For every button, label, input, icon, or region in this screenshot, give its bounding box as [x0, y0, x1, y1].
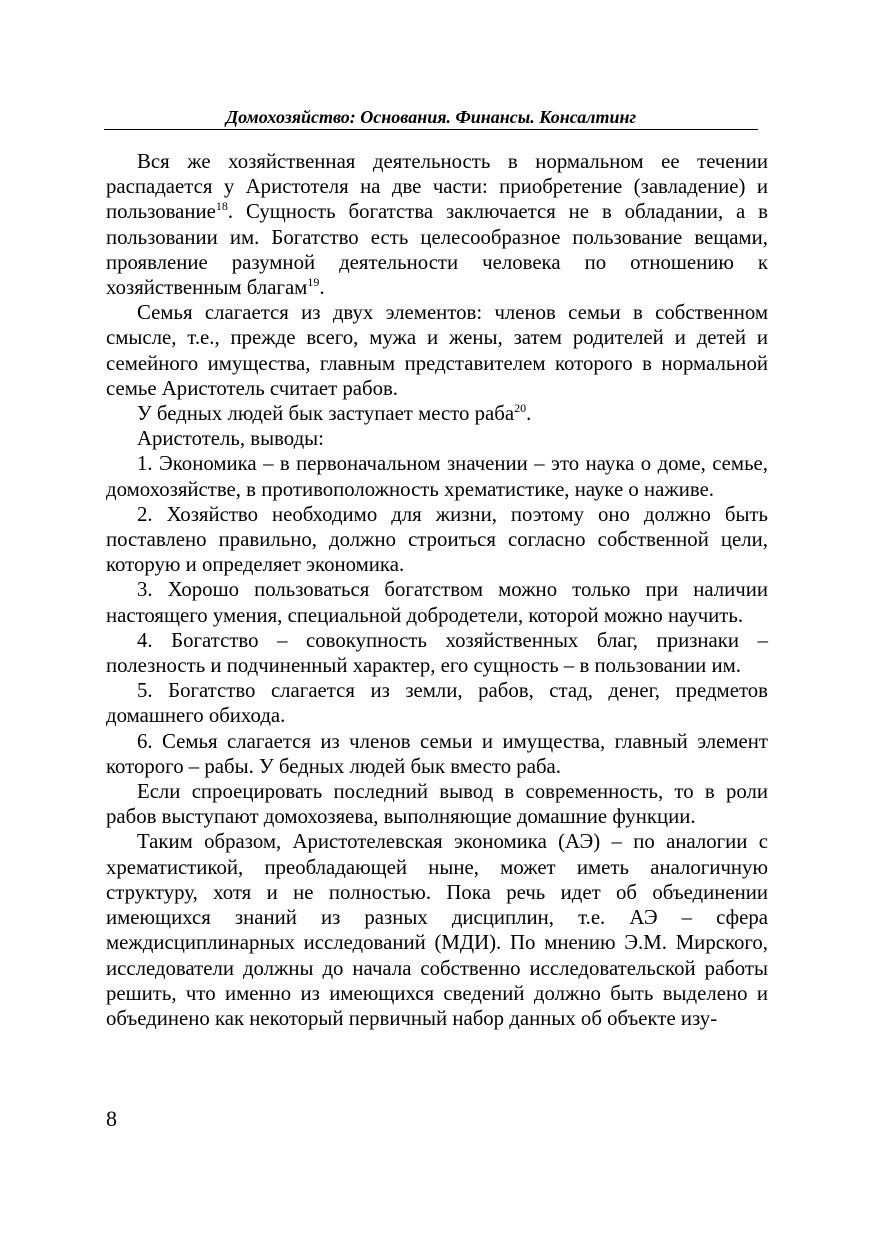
paragraph-1	[106, 149, 768, 300]
list-item-2: 2. Хозяйство необходимо для жизни, поэтому оно должно быть поставлено правильно, должно строиться согласно собственной цели, которую и определяет экономика.	[106, 502, 768, 577]
body-text	[106, 149, 768, 1031]
paragraph-1-text-a: Вся же хозяйственная деятельность в нормальном ее течении распадается у Аристотеля на две части: приобретение (завладение) и пользование	[106, 150, 768, 224]
page-number: 8	[106, 1106, 117, 1131]
paragraph-12: Таким образом, Аристотелевская экономика (АЭ) – по аналогии с хрематистикой, преобладающей ныне, может иметь аналогичную структуру, хотя и не полностью. Пока речь идет об объединении имеющихся знаний из разных дисциплин, т.е. АЭ – сфера междисциплинарных исследований (МДИ). По мнению Э.М. Мирского, исследователи должны до начала собственно исследовательской работы решить, что именно из имеющихся сведений должно быть выделено и объединено как некоторый первичный набор данных об объекте изу-	[106, 830, 768, 1030]
paragraph-4: Аристотель, выводы:	[137, 427, 324, 451]
footnote-ref-18[interactable]: 18	[215, 199, 228, 214]
list-item-1: 1. Экономика – в первоначальном значении – это наука о доме, семье, домохозяйстве, в противоположность хрематистике, науке о наживе.	[106, 452, 768, 501]
list-item-3: 3. Хорошо пользоваться богатством можно только при наличии настоящего умения, специальной добродетели, которой можно научить.	[106, 578, 768, 627]
list-item-5: 5. Богатство слагается из земли, рабов, стад, денег, предметов домашнего обихода.	[106, 679, 768, 728]
paragraph-3	[106, 401, 768, 426]
paragraph-3-text-b: .	[526, 402, 532, 426]
running-header: Домохозяйство: Основания. Финансы. Консалтинг	[225, 107, 637, 127]
paragraph-3-text-a: У бедных людей бык заступает место раба	[137, 402, 515, 426]
footnote-ref-20[interactable]: 20	[514, 401, 527, 416]
paragraph-2: Семья слагается из двух элементов: членов семьи в собственном смысле, т.е., прежде всего, мужа и жены, затем родителей и детей и семейного имущества, главным представителем которого в нормальной семье Аристотель считает рабов.	[106, 301, 768, 400]
paragraph-1-text-b: . Сущность богатства заключается не в обладании, а в пользовании им. Богатство есть целесообразное пользование вещами, проявление разумной деятельности человека по отношению к хозяйственным благам	[106, 200, 768, 300]
paragraph-1-text-c: .	[319, 276, 325, 300]
header-rule	[104, 129, 758, 130]
list-item-4: 4. Богатство – совокупность хозяйственных благ, признаки – полезность и подчиненный характер, его сущность – в пользовании им.	[106, 628, 768, 678]
footnote-ref-19[interactable]: 19	[307, 275, 320, 290]
paragraph-11: Если спроецировать последний вывод в современность, то в роли рабов выступают домохозяева, выполняющие домашние функции.	[106, 780, 768, 829]
list-item-6: 6. Семья слагается из членов семьи и имущества, главный элемент которого – рабы. У бедных людей бык вместо раба.	[106, 729, 768, 778]
